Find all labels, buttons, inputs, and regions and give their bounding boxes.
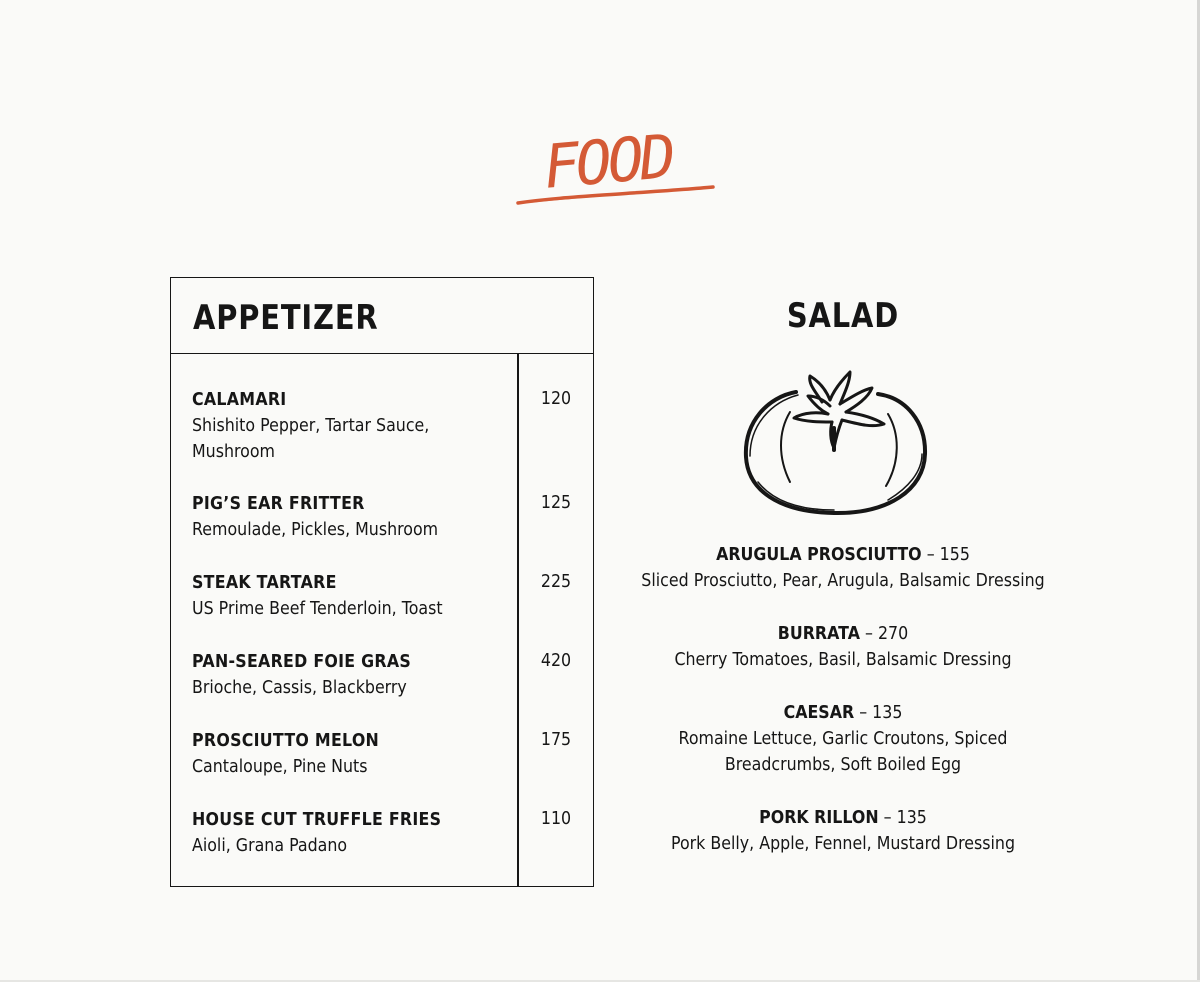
- menu-item-desc: Brioche, Cassis, Blackberry: [192, 677, 407, 698]
- appetizer-header: [171, 278, 593, 354]
- menu-item-name: PROSCIUTTO MELON: [192, 730, 380, 751]
- menu-item-foie-gras: [192, 649, 492, 701]
- appetizer-title: APPETIZER: [193, 298, 379, 338]
- menu-item-steak-tartare: [192, 570, 492, 622]
- menu-item-price: 120: [540, 388, 572, 409]
- salad-item-name: PORK RILLON: [759, 807, 879, 828]
- price-column-divider: [517, 354, 519, 886]
- menu-item-desc: Remoulade, Pickles, Mushroom: [192, 519, 439, 540]
- food-heading: [512, 118, 722, 213]
- salad-item-arugula-prosciutto: [593, 542, 1093, 594]
- menu-item-pigs-ear-fritter: [192, 491, 492, 543]
- menu-item-name: STEAK TARTARE: [192, 572, 337, 593]
- salad-item-heading: [623, 621, 1063, 647]
- salad-item-name: CAESAR: [783, 702, 855, 723]
- appetizer-section: [170, 277, 594, 887]
- salad-item-dash: –: [883, 807, 892, 828]
- salad-item-name: ARUGULA PROSCIUTTO: [716, 544, 922, 565]
- salad-item-pork-rillon: [593, 805, 1093, 857]
- menu-item-desc: Shishito Pepper, Tartar Sauce, Mushroom: [192, 415, 430, 462]
- menu-item-calamari: [192, 387, 492, 465]
- salad-item-heading: [623, 542, 1063, 568]
- salad-item-desc: Cherry Tomatoes, Basil, Balsamic Dressing: [674, 649, 1012, 670]
- salad-item-desc: Romaine Lettuce, Garlic Croutons, Spiced Breadcrumbs, Soft Boiled Egg: [678, 728, 1008, 775]
- tomato-icon: [738, 362, 934, 522]
- menu-item-desc: US Prime Beef Tenderloin, Toast: [192, 598, 443, 619]
- menu-item-truffle-fries: [192, 807, 492, 859]
- salad-item-price: 135: [872, 702, 903, 723]
- menu-item-name: PAN-SEARED FOIE GRAS: [192, 651, 412, 672]
- menu-item-price: 420: [540, 650, 572, 671]
- menu-item-prosciutto-melon: [192, 728, 492, 780]
- salad-item-heading: [623, 700, 1063, 726]
- salad-item-price: 270: [877, 623, 909, 644]
- salad-item-price: 135: [896, 807, 927, 828]
- food-heading-text: FOOD: [540, 121, 675, 203]
- menu-item-price: 125: [540, 492, 572, 513]
- salad-title: SALAD: [786, 296, 900, 336]
- salad-item-caesar: [593, 700, 1093, 778]
- salad-item-dash: –: [865, 623, 873, 644]
- menu-item-desc: Aioli, Grana Padano: [192, 835, 348, 856]
- salad-item-desc: Sliced Prosciutto, Pear, Arugula, Balsamic Dressing: [641, 570, 1045, 591]
- menu-item-name: PIG’S EAR FRITTER: [192, 493, 365, 514]
- menu-item-price: 175: [540, 729, 572, 750]
- menu-item-price: 225: [540, 571, 572, 592]
- salad-item-dash: –: [926, 544, 935, 565]
- salad-item-price: 155: [939, 544, 970, 565]
- menu-item-price: 110: [540, 808, 572, 829]
- salad-item-desc: Pork Belly, Apple, Fennel, Mustard Dressing: [670, 833, 1015, 854]
- menu-item-name: HOUSE CUT TRUFFLE FRIES: [192, 809, 442, 830]
- menu-item-name: CALAMARI: [192, 389, 287, 410]
- salad-item-name: BURRATA: [777, 623, 860, 644]
- salad-item-burrata: [593, 621, 1093, 673]
- salad-item-heading: [623, 805, 1063, 831]
- salad-item-dash: –: [859, 702, 868, 723]
- menu-item-desc: Cantaloupe, Pine Nuts: [192, 756, 368, 777]
